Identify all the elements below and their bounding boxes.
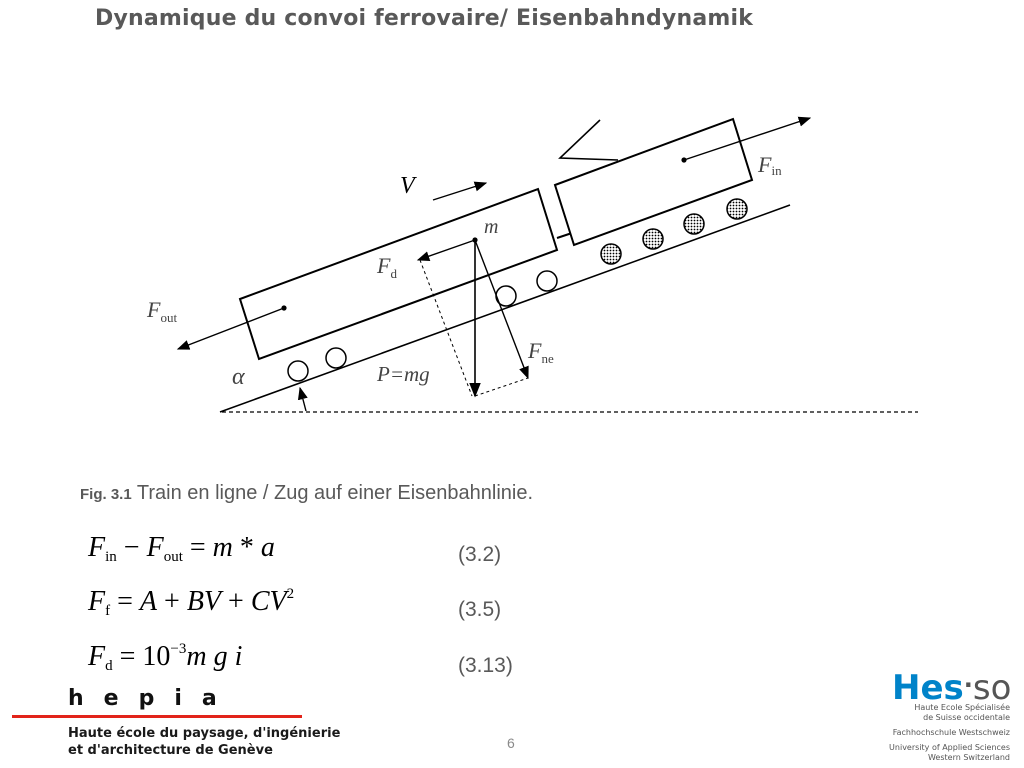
label-f-out: $F_{out}$ xyxy=(147,297,178,325)
figure-caption xyxy=(80,482,533,505)
wheel xyxy=(601,244,621,264)
figure-number: Fig. 3.1 xyxy=(80,486,132,503)
wheel xyxy=(727,199,747,219)
construction-line xyxy=(475,378,528,396)
label-f-ne: $F_{ne}$ xyxy=(528,338,554,366)
equation-number: (3.5) xyxy=(458,598,502,621)
equation-3-13: $F_d = 10^{-3}m$ g i xyxy=(88,641,243,674)
equation-3-5: $F_f = A$ + BV + $CV^2$ xyxy=(88,586,295,619)
rear-wagon xyxy=(240,189,557,359)
wheel xyxy=(684,214,704,234)
equation-number: (3.13) xyxy=(458,654,513,677)
wheel xyxy=(288,361,308,381)
label-v: V xyxy=(400,173,415,199)
label-f-d: $F_d$ xyxy=(377,253,397,281)
caption-text: Train en ligne / Zug auf einer Eisenbahnlinie. xyxy=(131,482,534,504)
equation-number: (3.2) xyxy=(458,543,502,566)
wheel xyxy=(643,229,663,249)
slide-title: Dynamique du convoi ferrovaire/ Eisenbahndynamik xyxy=(95,6,754,31)
equation-3-2: $F_{in} - F_{out} = m * a$ xyxy=(88,532,275,565)
page-number: 6 xyxy=(507,735,515,751)
hes-so-text: Haute Ecole Spécialisée de Suisse occidentale Fachhochschule Westschweiz University of Applied Sciences Western Switzerland xyxy=(889,703,1010,762)
hes-so-logo: Hes·so xyxy=(892,668,1012,708)
hepia-red-bar xyxy=(12,715,302,718)
label-m: m xyxy=(484,216,499,238)
hepia-name: Haute école du paysage, d'ingénierie et d'architecture de Genève xyxy=(68,726,341,758)
velocity-arrow xyxy=(433,183,486,200)
wheel xyxy=(537,271,557,291)
label-weight: P=mg xyxy=(377,362,430,386)
angle-arc-arrow xyxy=(300,388,306,411)
pantograph xyxy=(560,120,618,160)
hepia-logo: hepia xyxy=(68,686,237,711)
wheel xyxy=(326,348,346,368)
front-wagon xyxy=(555,119,752,245)
label-f-in: Fin xyxy=(758,152,782,178)
label-alpha: α xyxy=(232,364,245,390)
